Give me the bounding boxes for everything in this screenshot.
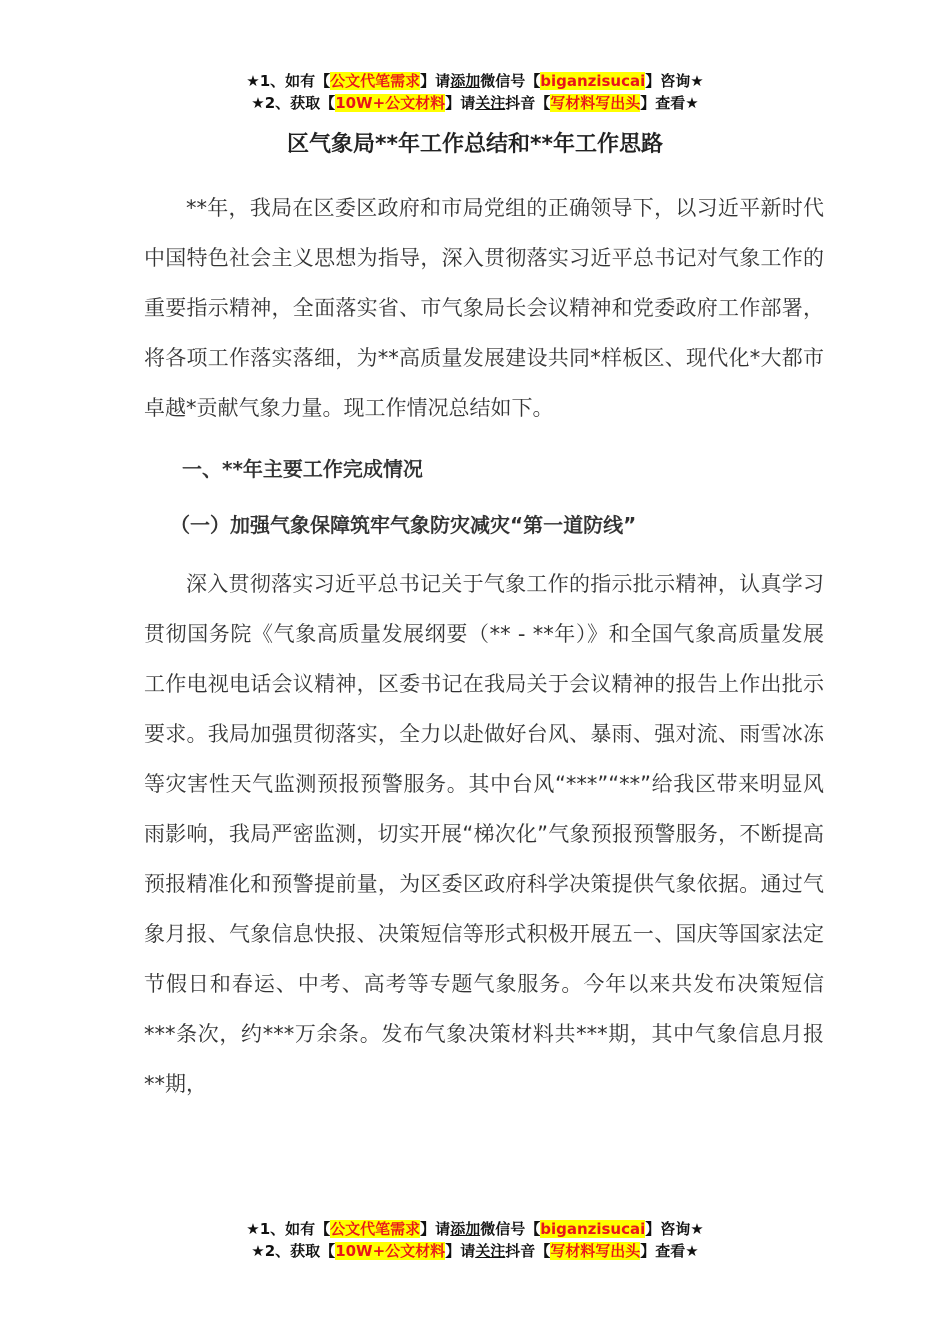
intro-paragraph: **年，我局在区委区政府和市局党组的正确领导下，以习近平新时代中国特色社会主义思想为指导，深入贯彻落实习近平总书记对气象工作的重要指示精神，全面落实省、市气象局长会议精神和党委政府工作部署，将各项工作落实落细，为**高质量发展建设共同*样板区、现代化*大都市卓越*贡献气象力量。现工作情况总结如下。 (144, 196, 824, 420)
subsection-heading: （一）加强气象保障筑牢气象防灾减灾“第一道防线” (170, 513, 637, 537)
banner-highlight: 10W+公文材料 (335, 94, 446, 112)
bottom-banner (0, 1218, 950, 1262)
banner-wechat-id: biganzisucai (540, 1220, 646, 1238)
top-banner (0, 70, 950, 114)
body-paragraph: 深入贯彻落实习近平总书记关于气象工作的指示批示精神，认真学习贯彻国务院《气象高质量发展纲要（** - **年）》和全国气象高质量发展工作电视电话会议精神，区委书记在我局关于会议精神的报告上作出批示要求。我局加强贯彻落实，全力以赴做好台风、暴雨、强对流、雨雪冰冻等灾害性天气监测预报预警服务。其中台风“***”“**”给我区带来明显风雨影响，我局严密监测，切实开展“梯次化”气象预报预警服务，不断提高预报精准化和预警提前量，为区委区政府科学决策提供气象依据。通过气象月报、气象信息快报、决策短信等形式积极开展五一、国庆等国家法定节假日和春运、中考、高考等专题气象服务。今年以来共发布决策短信***条次，约***万余条。发布气象决策材料共***期，其中气象信息月报**期， (144, 572, 824, 1096)
banner-emphasis: 关注 (475, 94, 506, 112)
banner-text: 】请 (445, 94, 476, 112)
banner-text: 】请 (420, 1220, 451, 1238)
banner-emphasis: 添加 (450, 72, 481, 90)
banner-text: 】咨询★ (645, 72, 704, 90)
banner-highlight: 公文代笔需求 (330, 1220, 421, 1238)
banner-douyin-id: 写材料写出头 (550, 1242, 641, 1260)
banner-emphasis: 添加 (450, 1220, 481, 1238)
banner-emphasis: 关注 (475, 1242, 506, 1260)
banner-wechat-id: biganzisucai (540, 72, 646, 90)
banner-text: 抖音【 (505, 94, 551, 112)
document-body (144, 183, 824, 1109)
banner-highlight: 公文代笔需求 (330, 72, 421, 90)
banner-highlight: 10W+公文材料 (335, 1242, 446, 1260)
banner-douyin-id: 写材料写出头 (550, 94, 641, 112)
banner-line-2 (0, 92, 950, 114)
banner-line-1 (0, 70, 950, 92)
banner-text: 】咨询★ (645, 1220, 704, 1238)
banner-text: 】请 (445, 1242, 476, 1260)
banner-text: 抖音【 (505, 1242, 551, 1260)
banner-text: 】查看★ (640, 94, 699, 112)
banner-text: 】请 (420, 72, 451, 90)
banner-text: ★1、如有【 (246, 1220, 331, 1238)
banner-text: ★1、如有【 (246, 72, 331, 90)
section-heading: 一、**年主要工作完成情况 (182, 457, 423, 481)
banner-text: 】查看★ (640, 1242, 699, 1260)
banner-line-1 (0, 1218, 950, 1240)
banner-text: ★2、获取【 (251, 94, 336, 112)
banner-text: ★2、获取【 (251, 1242, 336, 1260)
document-title: 区气象局**年工作总结和**年工作思路 (286, 132, 664, 157)
banner-text: 微信号【 (480, 72, 541, 90)
banner-line-2 (0, 1240, 950, 1262)
banner-text: 微信号【 (480, 1220, 541, 1238)
